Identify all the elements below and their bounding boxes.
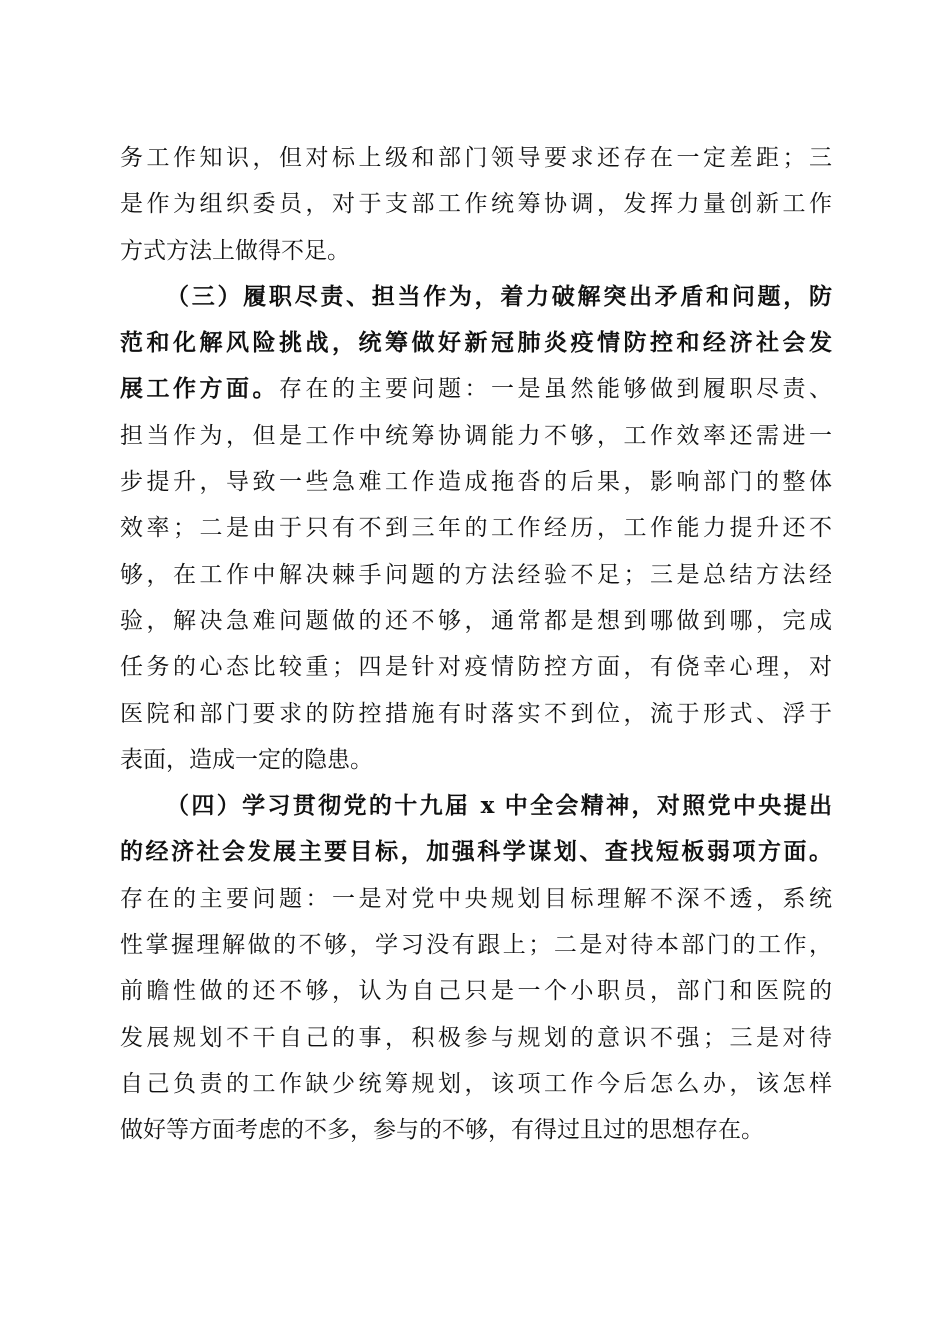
section-heading-4: （四）学习贯彻党的十九届 x 中全会精神，对照党中央提出 [166, 792, 832, 820]
text-line [120, 1015, 832, 1061]
section-heading-line [120, 274, 832, 320]
text-run: 医院和部门要求的防控措施有时落实不到位，流于形式、浮于 [120, 700, 832, 727]
text-run: 性掌握理解做的不够，学习没有跟上；二是对待本部门的工作， [120, 932, 832, 959]
text-line [120, 968, 832, 1014]
text-run: 前瞻性做的还不够，认为自己只是一个小职员，部门和医院的 [120, 978, 832, 1005]
text-run: 表面，造成一定的隐患。 [120, 746, 373, 773]
text-run: 存在的主要问题：一是对党中央规划目标理解不深不透，系统 [120, 885, 832, 912]
text-line [120, 552, 832, 598]
text-line [120, 459, 832, 505]
section-heading-text: 范和化解风险挑战，统筹做好新冠肺炎疫情防控和经济社会发 [120, 329, 832, 357]
text-run: 做好等方面考虑的不多，参与的不够，有得过且过的思想存在。 [120, 1117, 764, 1144]
section-heading-line [120, 783, 832, 829]
section-heading-3: （三）履职尽责、担当作为，着力破解突出矛盾和问题，防 [166, 282, 832, 310]
document-body [120, 135, 832, 1154]
text-line [120, 413, 832, 459]
text-line [120, 598, 832, 644]
text-line [120, 1107, 832, 1153]
text-run: 发展规划不干自己的事，积极参与规划的意识不强；三是对待 [120, 1024, 832, 1051]
text-line [120, 366, 832, 412]
text-line [120, 922, 832, 968]
text-line [120, 181, 832, 227]
text-run: 存在的主要问题：一是虽然能够做到履职尽责、 [279, 376, 832, 403]
text-run: 任务的心态比较重；四是针对疫情防控方面，有侥幸心理，对 [120, 654, 832, 681]
text-line [120, 228, 832, 274]
section-heading-text: 展工作方面。 [120, 375, 279, 403]
text-run: 方式方法上做得不足。 [120, 237, 350, 264]
section-heading-line [120, 829, 832, 875]
text-line [120, 876, 832, 922]
text-line [120, 644, 832, 690]
text-run: 步提升，导致一些急难工作造成拖沓的后果，影响部门的整体 [120, 469, 832, 496]
section-heading-line [120, 320, 832, 366]
text-line [120, 505, 832, 551]
text-run: 验，解决急难问题做的还不够，通常都是想到哪做到哪，完成 [120, 607, 832, 634]
text-line [120, 737, 832, 783]
text-line [120, 1061, 832, 1107]
text-run: 是作为组织委员，对于支部工作统筹协调，发挥力量创新工作 [120, 191, 832, 218]
text-line [120, 135, 832, 181]
text-run: 够，在工作中解决棘手问题的方法经验不足；三是总结方法经 [120, 561, 832, 588]
text-run: 自己负责的工作缺少统筹规划，该项工作今后怎么办，该怎样 [120, 1070, 832, 1097]
text-line [120, 691, 832, 737]
section-heading-text: 的经济社会发展主要目标，加强科学谋划、查找短板弱项方面。 [120, 838, 832, 866]
text-run: 务工作知识，但对标上级和部门领导要求还存在一定差距；三 [120, 145, 832, 171]
text-run: 效率；二是由于只有不到三年的工作经历，工作能力提升还不 [120, 515, 832, 542]
text-run: 担当作为，但是工作中统筹协调能力不够，工作效率还需进一 [120, 422, 832, 449]
